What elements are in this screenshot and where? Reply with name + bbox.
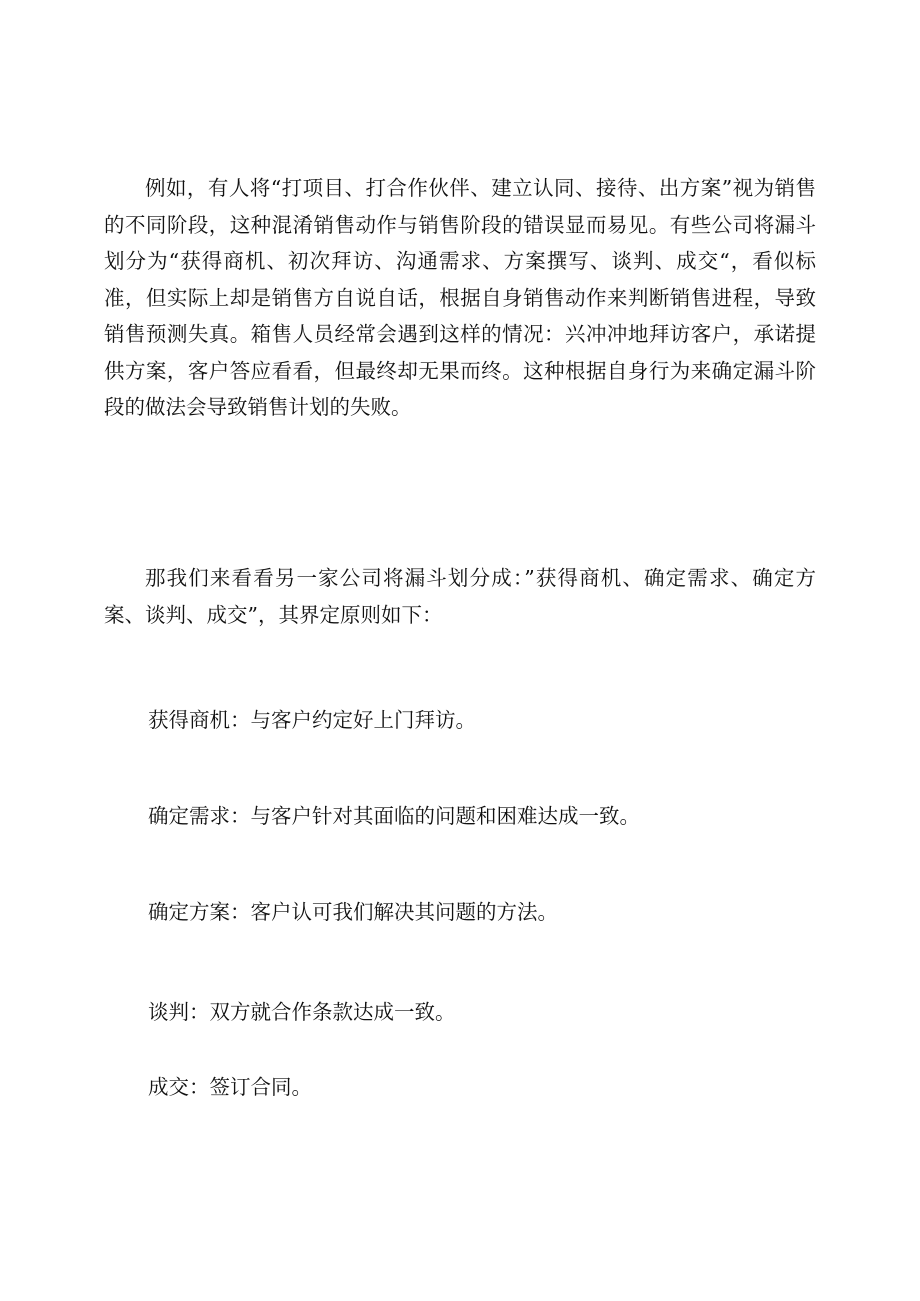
paragraph-funnel-intro: 那我们来看看另一家公司将漏斗划分成：”获得商机、确定需求、确定方案、谈判、成交”，其界定原则如下： <box>104 566 816 627</box>
definition-deal-closed: 成交：签订合同。 <box>148 1075 312 1099</box>
definition-negotiation: 谈判：双方就合作条款达成一致。 <box>148 1000 456 1024</box>
definition-get-opportunity: 获得商机：与客户约定好上门拜访。 <box>148 708 476 732</box>
paragraph-sales-stage-mistakes: 例如，有人将“打项目、打合作伙伴、建立认同、接待、出方案”视为销售的不同阶段，这种混淆销售动作与销售阶段的错误显而易见。有些公司将漏斗划分为“获得商机、初次拜访、沟通需求、方案撰写、谈判、成交“，看似标准，但实际上却是销售方自说自话，根据自身销售动作来判断销售进程，导致销售预测失真。箱售人员经常会遇到这样的情况：兴冲冲地拜访客户，承诺提供方案，客户答应看看，但最终却无果而终。这种根据自身行为来确定漏斗阶段的做法会导致销售计划的失败。 <box>104 176 816 419</box>
definition-confirm-solution: 确定方案：客户认可我们解决其问题的方法。 <box>148 900 558 924</box>
definition-confirm-needs: 确定需求：与客户针对其面临的问题和困难达成一致。 <box>148 804 640 828</box>
